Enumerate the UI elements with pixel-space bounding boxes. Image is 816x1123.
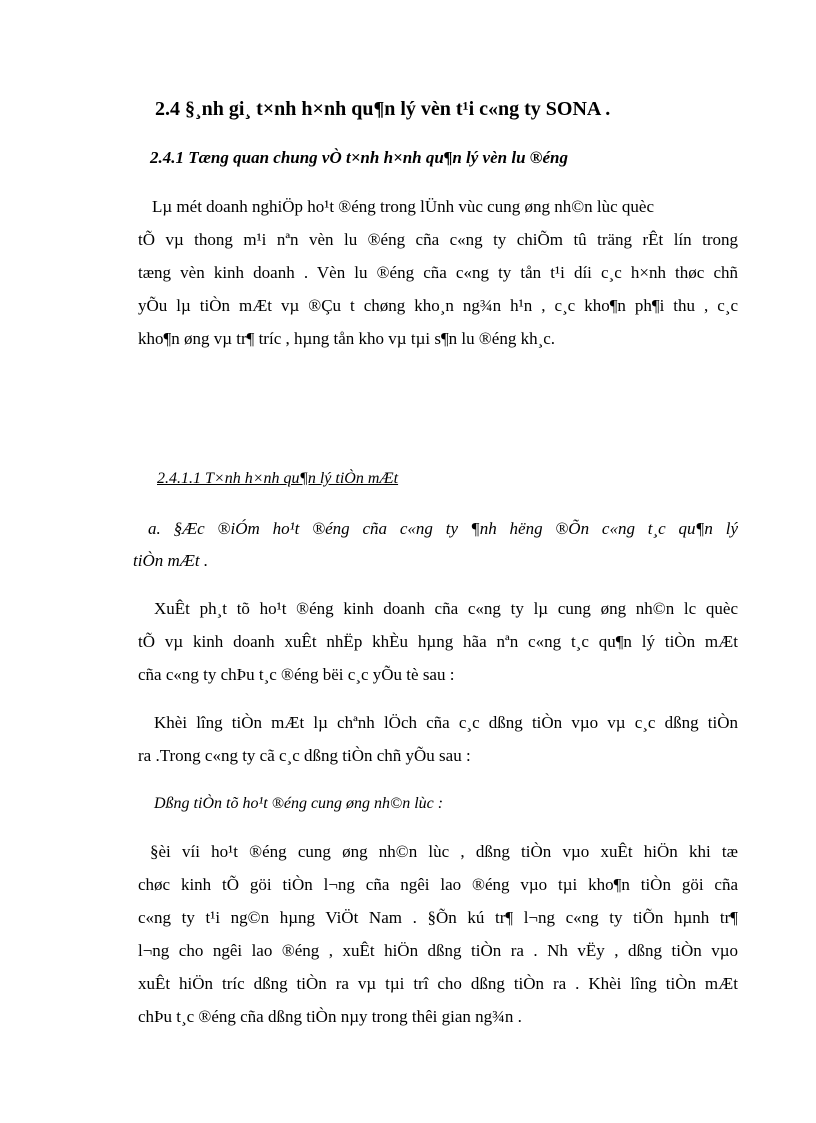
paragraph-line: §èi víi ho¹t ®éng cung øng nh©n lùc , dßng tiÒn vµo xuÊt hiÖn khi tæ [150, 842, 738, 861]
subsection-heading: 2.4.1 Tæng quan chung vÒ t×nh h×nh qu¶n lý vèn lu ®éng [150, 148, 568, 167]
subheading-a: tiÒn mÆt . [133, 551, 209, 570]
paragraph-line: tæng vèn kinh doanh . Vèn lu ®éng cña c«ng ty tån t¹i díi c¸c h×nh thøc chñ [138, 263, 738, 282]
paragraph-line: Lµ mét doanh nghiÖp ho¹t ®éng trong lÜnh vùc cung øng nh©n lùc quèc [152, 197, 654, 216]
paragraph-line: yÕu lµ tiÒn mÆt vµ ®Çu t chøng kho¸n ng¾n h¹n , c¸c kho¶n ph¶i thu , c¸c [138, 296, 738, 315]
paragraph-line: cña c«ng ty chÞu t¸c ®éng bëi c¸c yÕu tè sau : [138, 665, 455, 684]
subsubsection-heading: 2.4.1.1 T×nh h×nh qu¶n lý tiÒn mÆt [157, 470, 399, 487]
paragraph-line: c«ng ty t¹i ng©n hµng ViÖt Nam . §Õn kú tr¶ l¬ng c«ng ty tiÕn hµnh tr¶ [138, 908, 738, 927]
paragraph-line: ra .Trong c«ng ty cã c¸c dßng tiÒn chñ yÕu sau : [138, 746, 471, 765]
paragraph-line: tÕ vµ thong m¹i nªn vèn lu ®éng cña c«ng ty chiÕm tû träng rÊt lín trong [138, 230, 738, 249]
paragraph-line: kho¶n øng vµ tr¶ tríc , hµng tån kho vµ tµi s¶n lu ®éng kh¸c. [138, 329, 556, 348]
paragraph-line: l¬ng cho ngêi lao ®éng , xuÊt hiÖn dßng tiÒn ra . Nh vËy , dßng tiÒn vµo [138, 941, 738, 960]
italic-label: Dßng tiÒn tõ ho¹t ®éng cung øng nh©n lùc : [154, 795, 444, 812]
paragraph-line: XuÊt ph¸t tõ ho¹t ®éng kinh doanh cña c«ng ty lµ cung øng nh©n lc quèc [154, 599, 738, 618]
paragraph-line: tÕ vµ kinh doanh xuÊt nhËp khÈu hµng hãa nªn c«ng t¸c qu¶n lý tiÒn mÆt [138, 632, 738, 651]
paragraph-line: chÞu t¸c ®éng cña dßng tiÒn nµy trong thêi gian ng¾n . [138, 1007, 522, 1026]
subheading-a: a. §Æc ®iÓm ho¹t ®éng cña c«ng ty ¶nh hëng ®Õn c«ng t¸c qu¶n lý [148, 519, 738, 538]
paragraph-line: Khèi lîng tiÒn mÆt lµ chªnh lÖch cña c¸c dßng tiÒn vµo vµ c¸c dßng tiÒn [154, 713, 738, 732]
section-heading: 2.4 §¸nh gi¸ t×nh h×nh qu¶n lý vèn t¹i c«ng ty SONA . [155, 98, 611, 120]
paragraph-line: xuÊt hiÖn tríc dßng tiÒn ra vµ tµi trî cho dßng tiÒn ra . Khèi lîng tiÒn mÆt [138, 974, 738, 993]
paragraph-line: chøc kinh tÕ göi tiÒn l¬ng cña ngêi lao ®éng vµo tµi kho¶n tiÒn göi cña [138, 875, 738, 894]
